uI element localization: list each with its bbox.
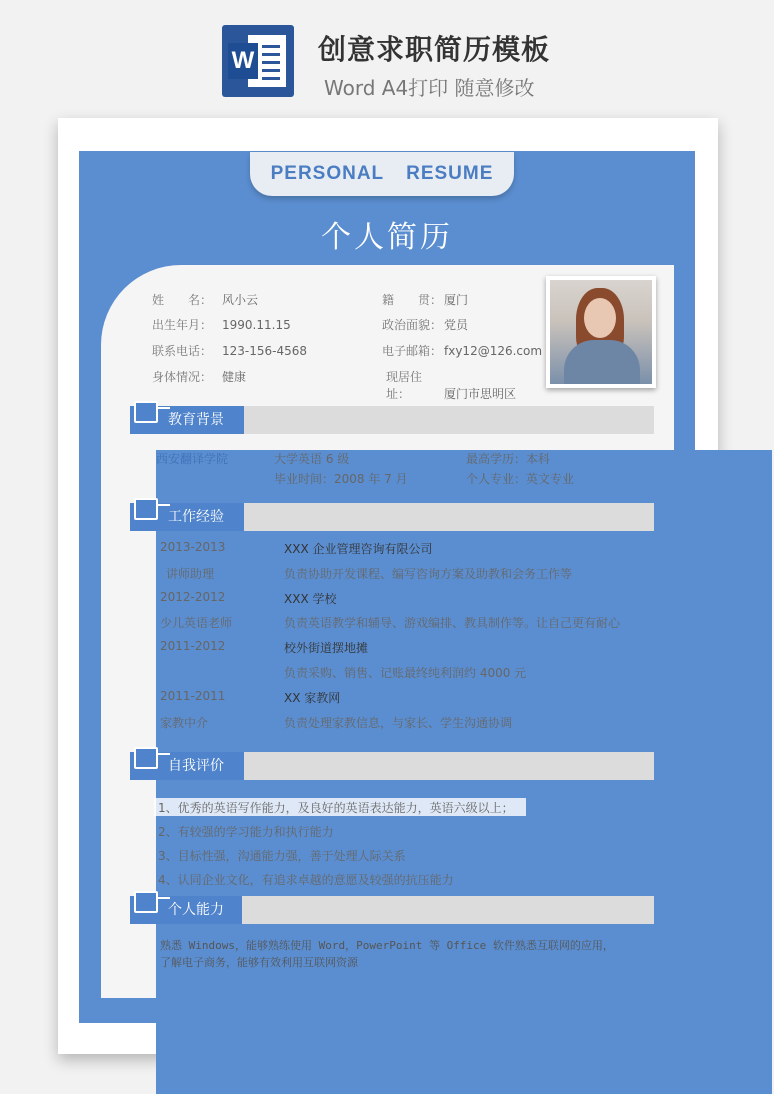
work-row-right: 负责处理家教信息，与家长、学生沟通协调: [284, 716, 513, 730]
ability-line: 了解电子商务，能够有效利用互联网资源: [160, 956, 358, 969]
self-eval-item: 3、目标性强，沟通能力强，善于处理人际关系: [158, 849, 406, 863]
self-eval-item: 1、优秀的英语写作能力，及良好的英语表达能力，英语六级以上；: [158, 801, 514, 815]
ability-heading: 个人能力: [130, 896, 242, 924]
graduation-cap-icon: [134, 401, 158, 423]
star-icon: [134, 891, 158, 913]
info-address: 现居住址： 厦门市思明区: [386, 370, 517, 401]
word-app-icon: [222, 25, 294, 97]
info-name: 姓 名： 风小云: [152, 293, 259, 307]
work-row-left: 2013-2013: [160, 540, 226, 554]
word-letter: W: [228, 43, 258, 79]
self-eval-item: 4、认同企业文化，有追求卓越的意愿及较强的抗压能力: [158, 873, 454, 887]
info-political: 政治面貌： 党员: [382, 318, 469, 332]
briefcase-icon: [134, 498, 158, 520]
work-row-right: XX 家教网: [284, 691, 341, 705]
work-heading: 工作经验: [130, 503, 244, 531]
work-row-left: 2011-2011: [160, 689, 226, 703]
self-eval-item: 2、有较强的学习能力和执行能力: [158, 825, 334, 839]
work-row-right: 校外街道摆地摊: [284, 641, 369, 655]
education-english: 大学英语 6 级: [274, 452, 350, 466]
work-row-right: 负责英语教学和辅导、游戏编排、教具制作等。让自己更有耐心: [284, 616, 621, 630]
education-school: 西安翻译学院: [156, 450, 772, 1094]
work-row-left: 2012-2012: [160, 590, 226, 604]
work-row-right: XXX 企业管理咨询有限公司: [284, 542, 433, 556]
education-major: 个人专业：英文专业: [466, 472, 575, 486]
page-title: 创意求职简历模板: [318, 33, 551, 66]
info-email: 电子邮箱： fxy12@126.com: [382, 344, 543, 358]
resume-title: 个人简历: [321, 220, 453, 255]
work-row-left: 少儿英语老师: [160, 616, 233, 630]
info-health: 身体情况： 健康: [152, 370, 247, 384]
work-row-right: 负责协助开发课程、编写咨询方案及助教和会务工作等: [284, 567, 573, 581]
ability-line: 熟悉 Windows，能够熟练使用 Word，PowerPoint 等 Office 软件熟悉互联网的应用，: [160, 939, 614, 952]
comment-icon: [134, 747, 158, 769]
work-row-left: 2011-2012: [160, 639, 226, 653]
work-row-right: 负责采购、销售、记账最终纯利润约 4000 元: [284, 666, 527, 680]
info-hometown: 籍 贯： 厦门: [382, 293, 469, 307]
education-graduation: 毕业时间：2008 年 7 月: [274, 472, 408, 486]
self-eval-heading: 自我评价: [130, 752, 244, 780]
education-degree: 最高学历：本科: [466, 452, 551, 466]
resume-tab: PERSONAL RESUME: [250, 152, 514, 196]
profile-photo: [546, 276, 656, 388]
page-subtitle: Word A4打印 随意修改: [324, 76, 535, 100]
work-row-left: 讲师助理: [166, 567, 215, 581]
education-heading: 教育背景: [130, 406, 244, 434]
work-row-right: XXX 学校: [284, 592, 337, 606]
info-phone: 联系电话： 123-156-4568: [152, 344, 308, 358]
work-row-left: 家教中介: [160, 716, 209, 730]
info-birth: 出生年月： 1990.11.15: [152, 318, 291, 332]
